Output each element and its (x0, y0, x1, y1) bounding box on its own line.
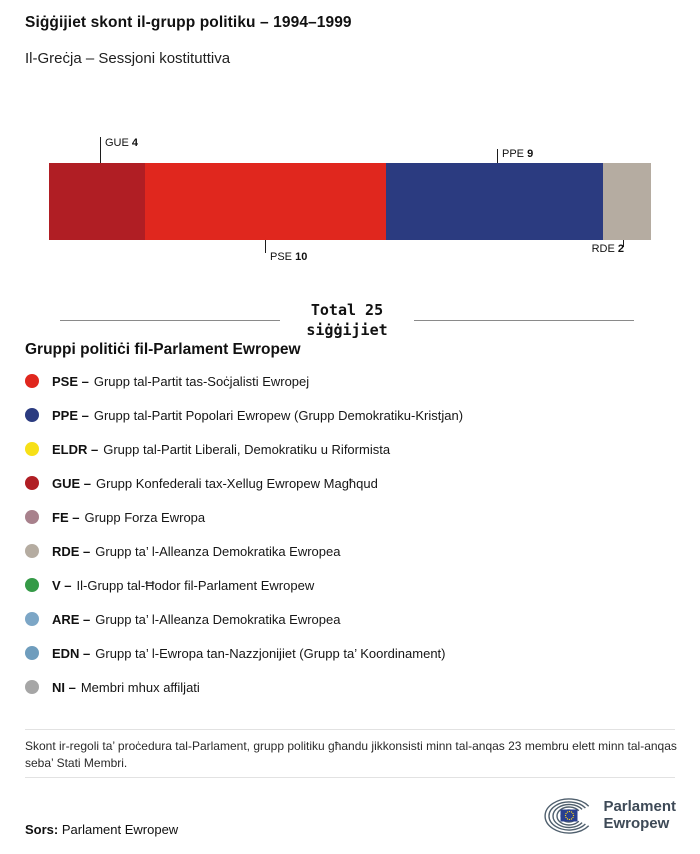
divider-line-left (60, 320, 280, 321)
pse-value: 10 (295, 251, 308, 263)
legend-label: Grupp Konfederali tax-Xellug Ewropew Magħqud (96, 475, 378, 491)
legend-label: Il-Grupp tal-Ħodor fil-Parlament Ewropew (76, 577, 315, 593)
legend-dot-ni-icon (25, 680, 39, 694)
total-seats-label (306, 301, 387, 340)
legend-abbr: NI – (52, 679, 76, 695)
legend-item-pse (25, 364, 680, 398)
legend-label: Grupp ta’ l-Alleanza Demokratika Ewropea (95, 611, 341, 627)
legend-abbr: PSE – (52, 373, 89, 389)
legend-dot-gue-icon (25, 476, 39, 490)
legend-dot-fe-icon (25, 510, 39, 524)
pse-label (270, 251, 307, 263)
legend-heading: Gruppi politiċi fil-Parlament Ewropew (25, 341, 301, 358)
page-title: Siġġijiet skont il-grupp politiku – 1994–1999 (25, 14, 352, 31)
legend-label: Grupp tal-Partit tas-Soċjalisti Ewropej (93, 373, 310, 389)
hemicycle-logo-icon (541, 792, 597, 840)
legend-abbr: FE – (52, 509, 80, 525)
gue-leader-line (100, 137, 101, 163)
footnote: Skont ir-regoli ta’ proċedura tal-Parlament, grupp politiku għandu jikkonsisti minn tal-anqas 23 membru elett minn tal-anqas seba’ Stati Membri. (25, 739, 677, 771)
divider-line-right (414, 320, 634, 321)
stacked-bar-chart (49, 118, 651, 283)
logo-line1: Parlament (603, 798, 676, 816)
logo-wordmark (603, 799, 676, 833)
legend-item-ppe (25, 398, 680, 432)
legend-label: Grupp tal-Partit Popolari Ewropew (Grupp Demokratiku-Kristjan) (93, 407, 464, 423)
bar-segment-pse[interactable] (145, 163, 386, 240)
rde-value: 2 (617, 243, 624, 255)
legend-abbr: GUE – (52, 475, 92, 491)
ppe-label (502, 148, 533, 160)
legend-abbr: V – (52, 577, 72, 593)
european-parliament-logo (541, 792, 676, 840)
legend-dot-v-icon (25, 578, 39, 592)
source-line (25, 822, 178, 837)
legend-item-eldr (25, 432, 680, 466)
legend-item-are (25, 602, 680, 636)
legend-item-edn (25, 636, 680, 670)
rde-name: RDE (591, 243, 615, 255)
ppe-value: 9 (527, 148, 534, 160)
legend-abbr: RDE – (52, 543, 91, 559)
footnote-divider-top (25, 729, 675, 730)
legend-abbr: ELDR – (52, 441, 99, 457)
legend-label: Grupp Forza Ewropa (84, 509, 206, 525)
legend-dot-eldr-icon (25, 442, 39, 456)
page-subtitle: Il-Greċja – Sessjoni kostituttiva (25, 50, 231, 67)
legend-item-v (25, 568, 680, 602)
pse-name: PSE (270, 251, 293, 263)
legend-dot-ppe-icon (25, 408, 39, 422)
legend-label: Grupp tal-Partit Liberali, Demokratiku u Riformista (103, 441, 391, 457)
footnote-divider-bottom (25, 777, 675, 778)
legend-abbr: PPE – (52, 407, 89, 423)
legend-dot-pse-icon (25, 374, 39, 388)
gue-label (105, 137, 138, 149)
legend-label: Membri mhux affiljati (80, 679, 200, 695)
legend-dot-are-icon (25, 612, 39, 626)
pse-leader-line (265, 240, 266, 253)
total-line1: Total 25 (310, 301, 384, 319)
ppe-leader-line (497, 149, 498, 163)
bar-segment-ppe[interactable] (386, 163, 603, 240)
legend-abbr: ARE – (52, 611, 91, 627)
legend-dot-rde-icon (25, 544, 39, 558)
legend-label: Grupp ta’ l-Alleanza Demokratika Ewropea (95, 543, 341, 559)
seats-bar (49, 163, 651, 240)
total-seats-divider (60, 301, 634, 340)
legend-item-rde (25, 534, 680, 568)
legend-item-gue (25, 466, 680, 500)
legend-dot-edn-icon (25, 646, 39, 660)
legend (25, 364, 680, 704)
legend-abbr: EDN – (52, 645, 91, 661)
gue-value: 4 (131, 137, 139, 149)
rde-label (592, 243, 624, 255)
legend-item-ni (25, 670, 680, 704)
bar-segment-rde[interactable] (603, 163, 651, 240)
logo-line2: Ewropew (603, 815, 670, 832)
total-line2: siġġijiet (306, 320, 388, 339)
gue-name: GUE (105, 137, 129, 149)
legend-label: Grupp ta’ l-Ewropa tan-Nazzjonijiet (Grupp ta’ Koordinament) (95, 645, 446, 661)
bar-segment-gue[interactable] (49, 163, 145, 240)
source-value: Parlament Ewropew (61, 822, 179, 837)
ppe-name: PPE (502, 148, 525, 160)
source-label: Sors: (25, 822, 59, 837)
legend-item-fe (25, 500, 680, 534)
